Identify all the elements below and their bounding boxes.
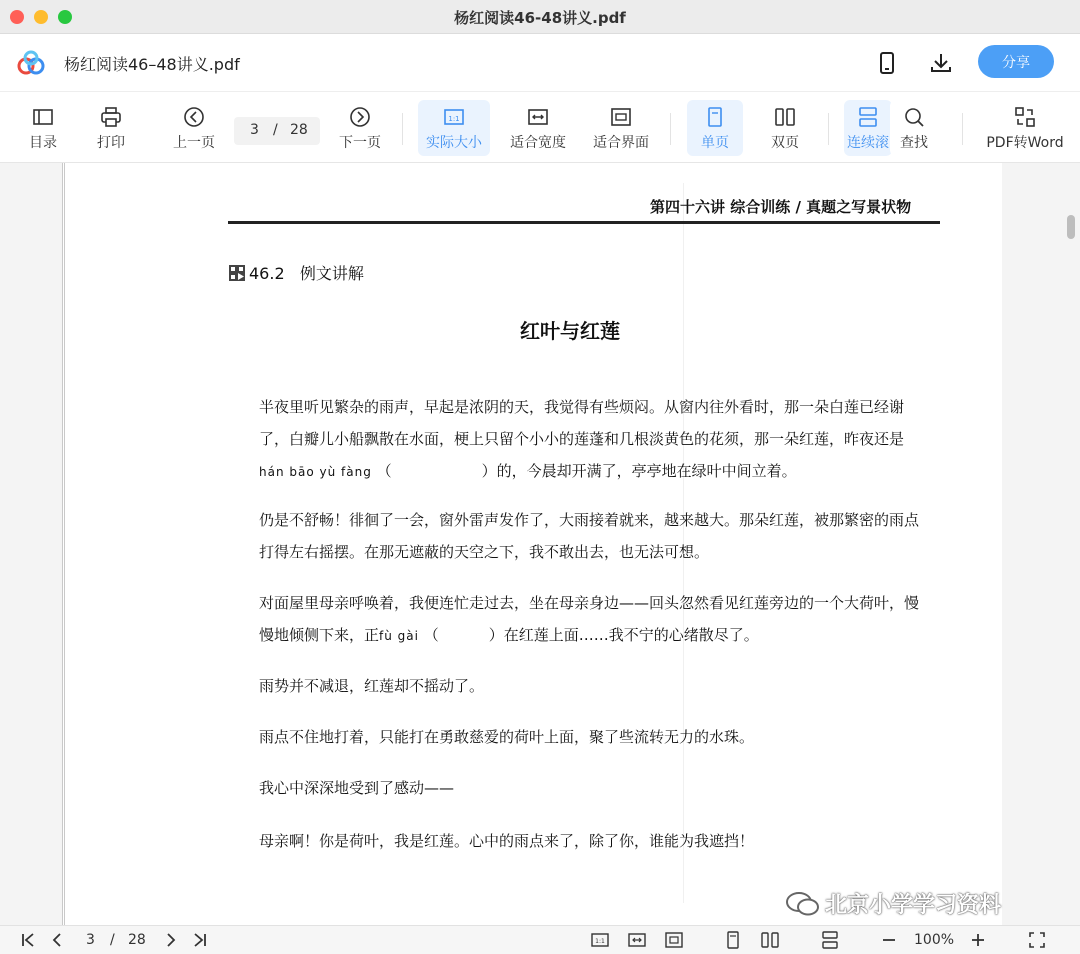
print-label: 打印 bbox=[97, 135, 125, 151]
zoom-out-button[interactable] bbox=[880, 931, 898, 951]
continuous-small-icon bbox=[821, 931, 839, 949]
chevron-right-circle-icon bbox=[349, 106, 371, 128]
app-header bbox=[0, 34, 1080, 92]
next-page-button[interactable] bbox=[332, 100, 388, 156]
toolbar-divider bbox=[962, 113, 963, 145]
paragraph-1: 半夜里听见繁杂的雨声，早起是浓阴的天，我觉得有些烦闷。从窗内往外看时，那一朵白莲已经谢了，白瓣儿小船飘散在水面，梗上只留个小小的莲蓬和几根淡黄色的花须，那一朵红莲，昨夜还是hán bāo yù fàng （ ）的，今晨却开满了，亭亭地在绿叶中间立着。 bbox=[259, 398, 905, 480]
total-pages: 28 bbox=[290, 122, 308, 138]
print-button[interactable] bbox=[86, 100, 136, 156]
single-page-small-button[interactable] bbox=[724, 931, 742, 951]
toc-label: 目录 bbox=[29, 135, 57, 151]
single-page-label: 单页 bbox=[701, 135, 729, 151]
baidu-netdisk-logo-icon bbox=[16, 50, 46, 76]
first-page-icon bbox=[20, 931, 38, 949]
single-page-small-icon bbox=[724, 931, 742, 949]
toc-button[interactable] bbox=[18, 100, 68, 156]
plus-icon bbox=[969, 931, 987, 949]
fit-width-button[interactable] bbox=[504, 100, 572, 156]
continuous-scroll-label: 连续滚 bbox=[847, 135, 889, 151]
actual-size-label: 实际大小 bbox=[426, 135, 482, 151]
double-page-small-icon bbox=[761, 931, 779, 949]
bottom-total-pages: 28 bbox=[128, 932, 146, 948]
vertical-scrollbar[interactable] bbox=[1067, 215, 1075, 239]
toolbar-divider bbox=[670, 113, 671, 145]
continuous-scroll-button[interactable] bbox=[844, 100, 892, 156]
window-titlebar bbox=[0, 0, 1080, 34]
double-page-icon bbox=[774, 106, 796, 128]
pdf-to-word-label: PDF转Word bbox=[986, 135, 1064, 151]
toolbar-divider bbox=[828, 113, 829, 145]
prev-page-button[interactable] bbox=[166, 100, 222, 156]
pinyin-1: hán bāo yù fàng bbox=[259, 465, 372, 479]
paragraph-5: 雨点不住地打着，只能打在勇敢慈爱的荷叶上面，聚了些流转无力的水珠。 bbox=[259, 728, 755, 746]
page-separator: / bbox=[273, 122, 278, 138]
document-title: 杨红阅读46–48讲义.pdf bbox=[64, 55, 240, 74]
svg-text:1:1: 1:1 bbox=[448, 115, 460, 123]
watermark bbox=[785, 888, 1001, 919]
convert-icon bbox=[1014, 106, 1036, 128]
chapter-header: 第四十六讲 综合训练 / 真题之写景状物 bbox=[650, 198, 912, 216]
wechat-icon bbox=[785, 891, 821, 917]
window-title: 杨红阅读46-48讲义.pdf bbox=[454, 9, 626, 27]
header-rule bbox=[228, 221, 940, 224]
fit-window-small-button[interactable] bbox=[665, 931, 683, 951]
page-number-input[interactable] bbox=[234, 117, 320, 145]
chevron-right-icon bbox=[162, 931, 180, 949]
section-number: 46.2 bbox=[249, 264, 285, 283]
double-page-button[interactable] bbox=[757, 100, 813, 156]
zoom-level: 100% bbox=[914, 932, 955, 948]
double-page-small-button[interactable] bbox=[761, 931, 779, 951]
current-page: 3 bbox=[250, 122, 259, 138]
fit-width-small-button[interactable] bbox=[628, 931, 646, 951]
paragraph-6: 我心中深深地受到了感动—— bbox=[259, 779, 455, 797]
fit-window-button[interactable] bbox=[587, 100, 655, 156]
phone-icon[interactable] bbox=[874, 50, 900, 76]
single-page-button[interactable] bbox=[687, 100, 743, 156]
paragraph-1-text: 半夜里听见繁杂的雨声，早起是浓阴的天，我觉得有些烦闷。从窗内往外看时，那一朵白莲已经谢了，白瓣儿小船飘散在水面，梗上只留个小小的莲蓬和几根淡黄色的花须，那一朵红莲，昨夜还是 bbox=[259, 398, 905, 448]
fit-width-icon bbox=[527, 106, 549, 128]
paragraph-1-tail: ）的，今晨却开满了，亭亭地在绿叶中间立着。 bbox=[481, 462, 797, 480]
chevron-left-icon bbox=[48, 931, 66, 949]
fit-window-small-icon bbox=[665, 931, 683, 949]
paragraph-4: 雨势并不减退，红莲却不摇动了。 bbox=[259, 677, 485, 695]
printer-icon bbox=[100, 106, 122, 128]
continuous-scroll-icon bbox=[857, 106, 879, 128]
paragraph-3-text: 对面屋里母亲呼唤着，我便连忙走过去，坐在母亲身边——回头忽然看见红莲旁边的一个大荷叶，慢慢地倾侧下来，正 bbox=[259, 594, 920, 644]
document-viewport[interactable] bbox=[0, 163, 1080, 925]
continuous-small-button[interactable] bbox=[821, 931, 839, 951]
bottom-page-separator: / bbox=[110, 932, 115, 948]
fit-width-label: 适合宽度 bbox=[510, 135, 566, 151]
last-page-button[interactable] bbox=[190, 931, 208, 951]
actual-size-button[interactable] bbox=[418, 100, 490, 156]
bottom-bar bbox=[0, 925, 1080, 954]
single-page-icon bbox=[704, 106, 726, 128]
pinyin-2: fù gài bbox=[379, 629, 419, 643]
bottom-current-page[interactable]: 3 bbox=[86, 932, 95, 948]
fit-window-icon bbox=[610, 106, 632, 128]
viewer-toolbar bbox=[0, 93, 1080, 163]
watermark-text: 北京小学学习资料 bbox=[825, 893, 1002, 918]
paragraph-7: 母亲啊！你是荷叶，我是红莲。心中的雨点来了，除了你，谁能为我遮挡！ bbox=[259, 832, 755, 850]
fullscreen-button[interactable] bbox=[1028, 931, 1046, 951]
video-qr-icon bbox=[228, 264, 246, 282]
download-icon[interactable] bbox=[928, 50, 954, 76]
find-button[interactable] bbox=[890, 100, 938, 156]
fullscreen-icon bbox=[1028, 931, 1046, 949]
paragraph-2: 仍是不舒畅！徘徊了一会，窗外雷声发作了，大雨接着就来，越来越大。那朵红莲，被那繁密的雨点打得左右摇摆。在那无遮蔽的天空之下，我不敢出去，也无法可想。 bbox=[259, 511, 920, 561]
actual-size-icon bbox=[443, 106, 465, 128]
minus-icon bbox=[880, 931, 898, 949]
section-heading bbox=[228, 261, 364, 284]
search-icon bbox=[903, 106, 925, 128]
actual-size-small-button[interactable] bbox=[591, 931, 609, 951]
last-page-icon bbox=[190, 931, 208, 949]
chevron-left-circle-icon bbox=[183, 106, 205, 128]
first-page-button[interactable] bbox=[20, 931, 38, 951]
zoom-in-button[interactable] bbox=[969, 931, 987, 951]
find-label: 查找 bbox=[900, 135, 928, 151]
share-button[interactable]: 分享 bbox=[978, 45, 1054, 78]
next-page-label: 下一页 bbox=[339, 135, 381, 151]
article-title: 红叶与红莲 bbox=[520, 319, 620, 343]
svg-text:1:1: 1:1 bbox=[595, 938, 605, 945]
actual-size-small-icon bbox=[591, 931, 609, 949]
next-page-small-button[interactable] bbox=[162, 931, 180, 951]
paragraph-3-tail: ）在红莲上面……我不宁的心绪散尽了。 bbox=[488, 626, 759, 644]
double-page-label: 双页 bbox=[771, 135, 799, 151]
toc-icon bbox=[32, 106, 54, 128]
prev-page-small-button[interactable] bbox=[48, 931, 66, 951]
fit-width-small-icon bbox=[628, 931, 646, 949]
paragraph-3: 对面屋里母亲呼唤着，我便连忙走过去，坐在母亲身边——回头忽然看见红莲旁边的一个大荷叶，慢慢地倾侧下来，正fù gài （ ）在红莲上面……我不宁的心绪散尽了。 bbox=[259, 594, 920, 644]
toolbar-divider bbox=[402, 113, 403, 145]
fit-window-label: 适合界面 bbox=[593, 135, 649, 151]
prev-page-label: 上一页 bbox=[173, 135, 215, 151]
section-title: 例文讲解 bbox=[299, 264, 364, 283]
pdf-to-word-button[interactable] bbox=[982, 100, 1068, 156]
